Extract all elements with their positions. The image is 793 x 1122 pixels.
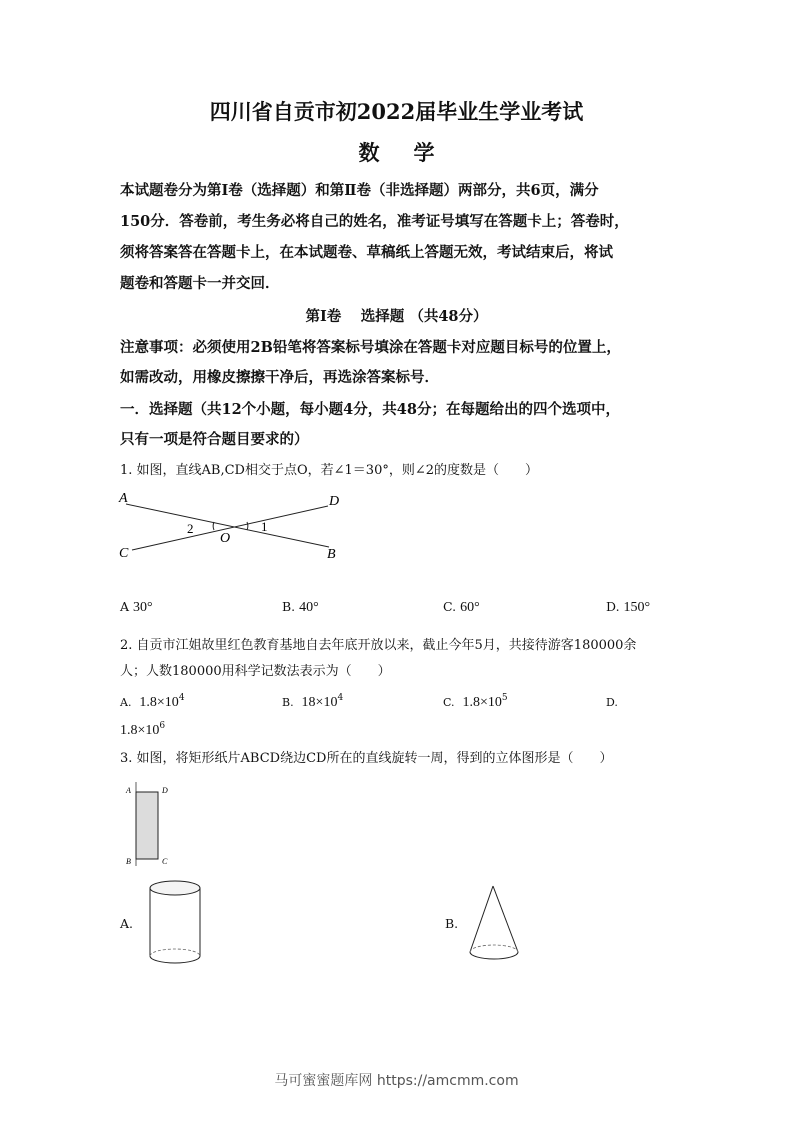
cylinder-icon[interactable] — [146, 878, 206, 968]
rect-label-c: C — [162, 857, 168, 866]
label-angle-1: 1 — [261, 519, 268, 534]
q1-figure — [114, 486, 354, 566]
q1-option-d[interactable]: D. 150° — [606, 599, 651, 615]
q2-option-c[interactable]: C. $1.8\times 10^5$ — [443, 693, 508, 710]
q3-option-b-label[interactable]: B. — [445, 916, 459, 931]
intro-line-2: 150分．答卷前，考生务必将自己的姓名，准考证号填写在答题卡上；答卷时， — [120, 213, 629, 230]
q2-line-2: 人；人数180000用科学记数法表示为（ ） — [120, 664, 391, 679]
rect-label-a: A — [126, 786, 131, 795]
angle-1-arc — [247, 522, 248, 530]
part-heading-line-1: 一．选择题（共12个小题，每小题4分，共48分；在每题给出的四个选项中， — [120, 401, 620, 418]
footer-watermark: 马可蜜蜜题库网 https://amcmm.com — [274, 1073, 519, 1089]
q1-option-c[interactable]: C. 60° — [443, 599, 480, 615]
label-b: B — [327, 547, 336, 562]
q1-option-b[interactable]: B. 40° — [282, 599, 319, 615]
label-angle-2: 2 — [187, 521, 194, 536]
q2-option-d-letter[interactable]: D. — [606, 696, 618, 709]
section-title: 第Ⅰ卷 选择题 （共48分） — [305, 308, 488, 325]
rect-label-d: D — [162, 786, 168, 795]
q3-rectangle-figure — [122, 780, 172, 868]
q2-option-b[interactable]: B. $18\times 10^4$ — [282, 693, 344, 710]
q2-option-d-value[interactable]: $1.8\times 10^6$ — [120, 721, 166, 738]
label-a: A — [119, 491, 128, 506]
q1-text: 1. 如图，直线AB,CD相交于点O，若∠1＝30°，则∠2的度数是（ ） — [120, 463, 539, 478]
intro-line-1: 本试题卷分为第Ⅰ卷（选择题）和第Ⅱ卷（非选择题）两部分，共6页，满分 — [120, 182, 599, 199]
cone-icon[interactable] — [466, 882, 526, 967]
exam-title: 四川省自贡市初2022届毕业生学业考试 — [209, 99, 584, 124]
rect-label-b: B — [126, 857, 131, 866]
intro-line-3: 须将答案答在答题卡上，在本试题卷、草稿纸上答题无效，考试结束后，将试 — [120, 244, 613, 261]
intro-line-4: 题卷和答题卡一并交回． — [120, 275, 280, 292]
label-o: O — [220, 531, 231, 546]
label-d: D — [329, 494, 340, 509]
q2-line-1: 2. 自贡市江姐故里红色教育基地自去年底开放以来，截止今年5月，共接待游客180000余 — [120, 638, 637, 653]
q2-option-a[interactable]: A. $1.8\times 10^4$ — [120, 693, 185, 710]
part-heading-line-2: 只有一项是符合题目要求的） — [120, 431, 309, 448]
rectangle-abcd — [136, 792, 158, 859]
label-c: C — [119, 546, 129, 561]
notice-line-1: 注意事项：必须使用2B铅笔将答案标号填涂在答题卡对应题目标号的位置上， — [120, 339, 621, 356]
q3-text: 3. 如图，将矩形纸片ABCD绕边CD所在的直线旋转一周，得到的立体图形是（ ） — [120, 751, 613, 766]
angle-2-arc — [213, 522, 214, 530]
q1-option-a[interactable]: A 30° — [120, 599, 153, 615]
subject-title: 数学 — [358, 140, 469, 165]
notice-line-2: 如需改动，用橡皮擦擦干净后，再选涂答案标号． — [120, 369, 439, 386]
q3-option-a-label[interactable]: A. — [120, 916, 134, 931]
